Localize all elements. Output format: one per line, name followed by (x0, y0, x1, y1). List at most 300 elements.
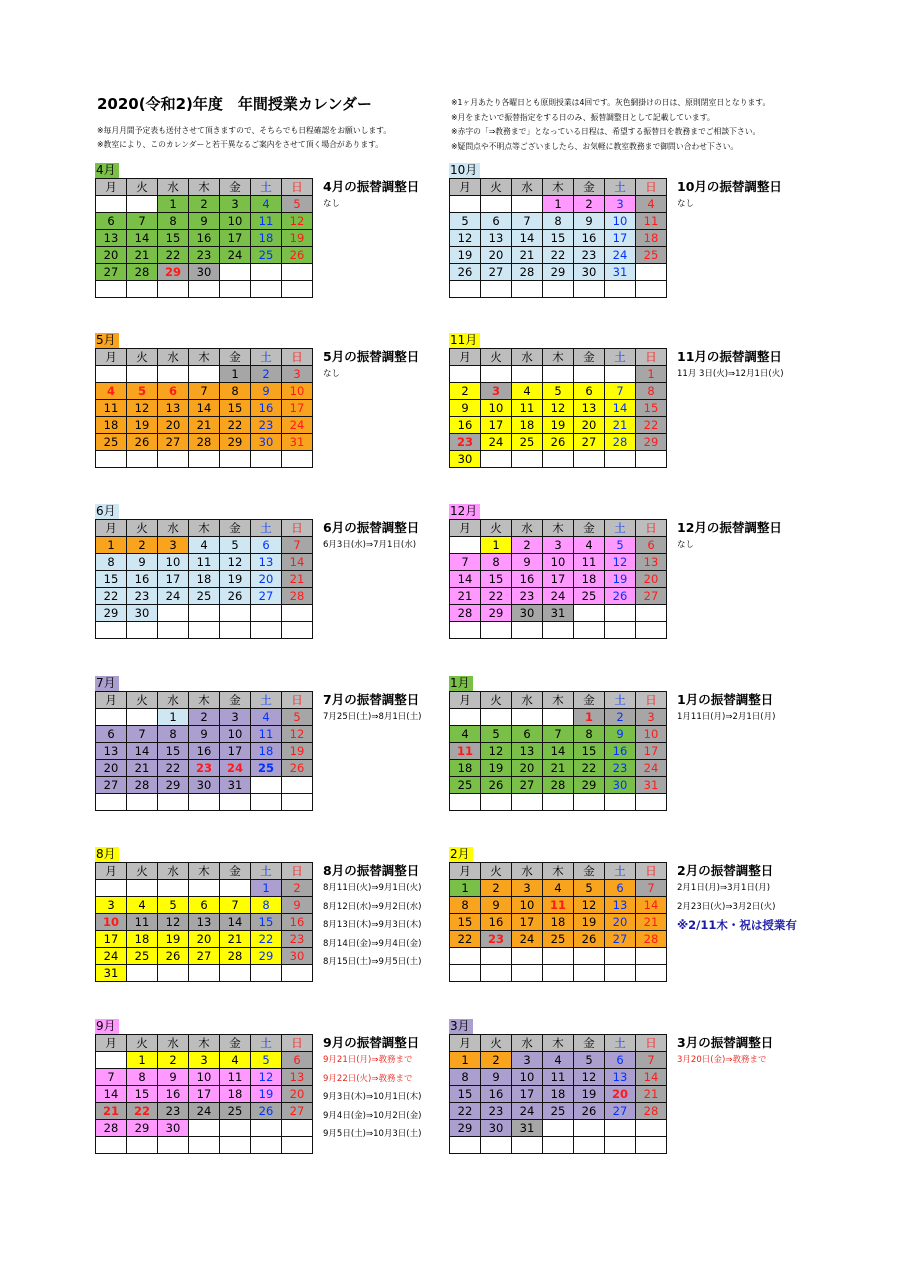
day-cell (450, 948, 481, 965)
day-cell (158, 880, 189, 897)
day-cell: 19 (574, 914, 605, 931)
day-cell: 27 (158, 434, 189, 451)
day-cell: 12 (282, 726, 313, 743)
weekday-header: 金 (220, 179, 251, 196)
day-cell (481, 281, 512, 298)
day-cell (543, 451, 574, 468)
day-cell (512, 451, 543, 468)
weekday-header: 水 (158, 1035, 189, 1052)
day-cell: 5 (450, 213, 481, 230)
month-block (449, 677, 906, 837)
weekday-header: 火 (127, 179, 158, 196)
day-cell: 18 (543, 914, 574, 931)
day-cell (574, 366, 605, 383)
day-cell: 30 (251, 434, 282, 451)
day-cell: 19 (574, 1086, 605, 1103)
day-cell: 8 (636, 383, 667, 400)
weekday-header: 日 (636, 1035, 667, 1052)
day-cell: 14 (636, 897, 667, 914)
day-cell (543, 709, 574, 726)
day-cell: 19 (282, 230, 313, 247)
day-cell (605, 281, 636, 298)
day-cell: 1 (158, 196, 189, 213)
weekday-header: 火 (127, 349, 158, 366)
day-cell: 12 (543, 400, 574, 417)
makeup-days-panel (677, 178, 906, 214)
day-cell: 2 (450, 383, 481, 400)
weekday-header: 水 (158, 520, 189, 537)
day-cell (636, 281, 667, 298)
day-cell: 30 (450, 451, 481, 468)
day-cell: 3 (481, 383, 512, 400)
day-cell: 24 (220, 247, 251, 264)
weekday-header: 水 (512, 179, 543, 196)
day-cell: 23 (481, 1103, 512, 1120)
week-row (450, 743, 667, 760)
day-cell: 23 (450, 434, 481, 451)
weekday-header: 月 (96, 692, 127, 709)
day-cell: 13 (481, 230, 512, 247)
weekday-header: 土 (605, 179, 636, 196)
day-cell: 15 (251, 914, 282, 931)
day-cell (158, 281, 189, 298)
weekday-header: 木 (189, 520, 220, 537)
week-row (450, 726, 667, 743)
day-cell: 4 (543, 880, 574, 897)
day-cell: 25 (543, 1103, 574, 1120)
weekday-header: 月 (96, 1035, 127, 1052)
day-cell: 14 (96, 1086, 127, 1103)
day-cell: 17 (158, 571, 189, 588)
week-row (450, 709, 667, 726)
day-cell: 21 (605, 417, 636, 434)
day-cell: 23 (512, 588, 543, 605)
makeup-note: 11月 3日(火)⇒12月1日(火) (677, 369, 784, 379)
day-cell: 9 (282, 897, 313, 914)
day-cell: 24 (543, 588, 574, 605)
makeup-note: なし (323, 369, 341, 379)
makeup-note: ※2/11木・祝は授業有 (677, 918, 797, 932)
day-cell: 6 (282, 1052, 313, 1069)
day-cell (636, 1120, 667, 1137)
day-cell (543, 1120, 574, 1137)
day-cell: 6 (158, 383, 189, 400)
day-cell: 14 (127, 230, 158, 247)
day-cell (282, 794, 313, 811)
weekday-header: 木 (189, 863, 220, 880)
weekday-header: 木 (189, 1035, 220, 1052)
day-cell: 18 (251, 230, 282, 247)
makeup-days-heading: 5月の振替調整日 (323, 349, 420, 364)
day-cell: 30 (512, 605, 543, 622)
weekday-header: 月 (96, 349, 127, 366)
day-cell: 19 (251, 1086, 282, 1103)
weekday-header: 土 (251, 179, 282, 196)
day-cell (574, 965, 605, 982)
day-cell: 4 (636, 196, 667, 213)
day-cell: 13 (158, 400, 189, 417)
makeup-days-heading: 12月の振替調整日 (677, 520, 782, 535)
day-cell: 11 (543, 1069, 574, 1086)
month-label: 12月 (449, 504, 480, 519)
day-cell: 21 (189, 417, 220, 434)
day-cell (574, 451, 605, 468)
month-grid (95, 348, 313, 468)
weekday-header: 金 (574, 349, 605, 366)
day-cell (189, 622, 220, 639)
week-row (96, 264, 313, 281)
weekday-header: 土 (605, 349, 636, 366)
day-cell: 17 (512, 1086, 543, 1103)
weekday-header-row (96, 349, 313, 366)
day-cell: 5 (127, 383, 158, 400)
day-cell: 29 (127, 1120, 158, 1137)
day-cell: 10 (636, 726, 667, 743)
day-cell: 4 (220, 1052, 251, 1069)
day-cell: 25 (127, 948, 158, 965)
day-cell (127, 794, 158, 811)
day-cell (512, 948, 543, 965)
day-cell: 11 (96, 400, 127, 417)
makeup-days-heading: 9月の振替調整日 (323, 1035, 420, 1050)
week-row (450, 537, 667, 554)
day-cell: 24 (605, 247, 636, 264)
day-cell (189, 605, 220, 622)
day-cell: 6 (481, 213, 512, 230)
weekday-header: 日 (636, 349, 667, 366)
day-cell (220, 451, 251, 468)
day-cell (450, 709, 481, 726)
day-cell: 25 (450, 777, 481, 794)
day-cell (636, 451, 667, 468)
week-row (96, 1052, 313, 1069)
day-cell: 29 (636, 434, 667, 451)
day-cell: 22 (636, 417, 667, 434)
day-cell: 23 (282, 931, 313, 948)
week-row (96, 451, 313, 468)
weekday-header: 金 (574, 692, 605, 709)
weekday-header: 水 (512, 520, 543, 537)
day-cell: 4 (251, 196, 282, 213)
week-row (96, 247, 313, 264)
day-cell: 16 (127, 571, 158, 588)
day-cell: 24 (189, 1103, 220, 1120)
weekday-header: 火 (481, 863, 512, 880)
day-cell (189, 794, 220, 811)
makeup-days-heading: 8月の振替調整日 (323, 863, 420, 878)
day-cell (481, 709, 512, 726)
week-row (450, 247, 667, 264)
week-row (450, 965, 667, 982)
weekday-header: 土 (605, 1035, 636, 1052)
day-cell (189, 366, 220, 383)
day-cell: 24 (282, 417, 313, 434)
weekday-header: 月 (450, 179, 481, 196)
day-cell (282, 605, 313, 622)
weekday-header: 金 (220, 692, 251, 709)
day-cell: 18 (96, 417, 127, 434)
week-row (96, 605, 313, 622)
day-cell: 7 (127, 726, 158, 743)
makeup-note: 9月4日(金)⇒10月2日(金) (323, 1110, 422, 1121)
day-cell: 26 (282, 760, 313, 777)
day-cell: 7 (605, 383, 636, 400)
day-cell: 13 (605, 897, 636, 914)
day-cell: 2 (574, 196, 605, 213)
day-cell: 29 (220, 434, 251, 451)
day-cell (220, 794, 251, 811)
weekday-header: 水 (158, 863, 189, 880)
day-cell: 22 (574, 760, 605, 777)
day-cell: 26 (251, 1103, 282, 1120)
day-cell: 15 (450, 914, 481, 931)
weekday-header: 火 (481, 692, 512, 709)
day-cell: 29 (96, 605, 127, 622)
day-cell: 22 (220, 417, 251, 434)
day-cell (282, 965, 313, 982)
makeup-note: 9月22日(火)⇒教務まで (323, 1073, 413, 1084)
day-cell: 6 (605, 1052, 636, 1069)
day-cell (450, 281, 481, 298)
month-grid (95, 178, 313, 298)
day-cell: 28 (605, 434, 636, 451)
day-cell (450, 537, 481, 554)
day-cell (512, 1137, 543, 1154)
weekday-header: 火 (481, 1035, 512, 1052)
day-cell (251, 605, 282, 622)
day-cell (158, 605, 189, 622)
day-cell (251, 777, 282, 794)
week-row (450, 417, 667, 434)
day-cell: 29 (158, 777, 189, 794)
day-cell: 5 (251, 1052, 282, 1069)
day-cell: 21 (282, 571, 313, 588)
makeup-days-heading: 7月の振替調整日 (323, 692, 420, 707)
day-cell: 3 (158, 537, 189, 554)
note-line: ※月をまたいで振替指定をする日のみ、振替調整日として記載しています。 (451, 112, 715, 122)
day-cell (282, 1120, 313, 1137)
day-cell: 12 (574, 897, 605, 914)
makeup-note: 2月1日(月)⇒3月1日(月) (677, 883, 771, 893)
week-row (450, 760, 667, 777)
week-row (450, 777, 667, 794)
day-cell (543, 281, 574, 298)
day-cell: 11 (543, 897, 574, 914)
day-cell: 18 (127, 931, 158, 948)
month-grid (449, 862, 667, 982)
weekday-header: 月 (96, 179, 127, 196)
day-cell: 30 (158, 1120, 189, 1137)
day-cell: 19 (481, 760, 512, 777)
day-cell: 18 (220, 1086, 251, 1103)
day-cell: 14 (450, 571, 481, 588)
week-row (450, 1069, 667, 1086)
day-cell: 3 (512, 880, 543, 897)
day-cell: 9 (127, 554, 158, 571)
week-row (96, 880, 313, 897)
day-cell: 28 (512, 264, 543, 281)
day-cell: 4 (127, 897, 158, 914)
day-cell (189, 1137, 220, 1154)
week-row (96, 743, 313, 760)
day-cell (512, 196, 543, 213)
day-cell (450, 794, 481, 811)
day-cell: 23 (251, 417, 282, 434)
day-cell: 23 (605, 760, 636, 777)
weekday-header: 木 (189, 179, 220, 196)
day-cell: 1 (481, 537, 512, 554)
day-cell: 4 (512, 383, 543, 400)
month-label: 4月 (95, 163, 119, 178)
day-cell: 26 (543, 434, 574, 451)
makeup-note: 8月11日(火)⇒9月1日(火) (323, 883, 422, 893)
week-row (96, 948, 313, 965)
day-cell: 30 (605, 777, 636, 794)
week-row (450, 1120, 667, 1137)
day-cell: 22 (543, 247, 574, 264)
day-cell: 31 (512, 1120, 543, 1137)
day-cell: 8 (251, 897, 282, 914)
day-cell: 12 (158, 914, 189, 931)
day-cell: 6 (96, 726, 127, 743)
day-cell (512, 366, 543, 383)
day-cell (636, 264, 667, 281)
day-cell: 11 (512, 400, 543, 417)
day-cell: 30 (127, 605, 158, 622)
day-cell: 16 (450, 417, 481, 434)
month-label: 11月 (449, 333, 480, 348)
day-cell: 15 (574, 743, 605, 760)
day-cell: 5 (158, 897, 189, 914)
weekday-header: 月 (96, 520, 127, 537)
day-cell: 2 (251, 366, 282, 383)
weekday-header: 木 (543, 349, 574, 366)
weekday-header: 日 (282, 692, 313, 709)
week-row (96, 537, 313, 554)
day-cell (251, 1120, 282, 1137)
day-cell: 8 (543, 213, 574, 230)
day-cell: 16 (605, 743, 636, 760)
day-cell (512, 622, 543, 639)
day-cell: 8 (127, 1069, 158, 1086)
day-cell (220, 965, 251, 982)
day-cell: 22 (450, 931, 481, 948)
day-cell: 26 (605, 588, 636, 605)
week-row (450, 1137, 667, 1154)
day-cell: 18 (543, 1086, 574, 1103)
weekday-header-row (450, 863, 667, 880)
day-cell: 4 (189, 537, 220, 554)
notes-left (97, 124, 391, 152)
day-cell (481, 948, 512, 965)
weekday-header: 火 (127, 520, 158, 537)
day-cell: 5 (574, 880, 605, 897)
day-cell: 19 (282, 743, 313, 760)
day-cell (605, 605, 636, 622)
weekday-header: 金 (574, 863, 605, 880)
day-cell: 16 (574, 230, 605, 247)
makeup-days-heading: 3月の振替調整日 (677, 1035, 774, 1050)
day-cell: 2 (605, 709, 636, 726)
day-cell: 3 (543, 537, 574, 554)
day-cell: 28 (189, 434, 220, 451)
day-cell: 20 (189, 931, 220, 948)
day-cell (636, 794, 667, 811)
day-cell: 6 (605, 880, 636, 897)
day-cell: 31 (605, 264, 636, 281)
day-cell: 12 (251, 1069, 282, 1086)
day-cell: 14 (127, 743, 158, 760)
day-cell: 10 (605, 213, 636, 230)
week-row (450, 400, 667, 417)
day-cell (282, 264, 313, 281)
day-cell: 23 (127, 588, 158, 605)
day-cell: 27 (282, 1103, 313, 1120)
day-cell: 14 (189, 400, 220, 417)
day-cell (127, 965, 158, 982)
day-cell: 17 (220, 743, 251, 760)
month-label: 9月 (95, 1019, 119, 1034)
day-cell: 30 (189, 777, 220, 794)
weekday-header: 水 (158, 692, 189, 709)
day-cell (189, 880, 220, 897)
day-cell: 23 (189, 247, 220, 264)
day-cell: 5 (543, 383, 574, 400)
day-cell: 28 (220, 948, 251, 965)
weekday-header: 火 (127, 692, 158, 709)
weekday-header: 水 (158, 349, 189, 366)
day-cell (512, 965, 543, 982)
weekday-header: 月 (450, 1035, 481, 1052)
day-cell: 12 (282, 213, 313, 230)
weekday-header: 金 (220, 863, 251, 880)
day-cell (481, 451, 512, 468)
weekday-header: 日 (282, 179, 313, 196)
weekday-header-row (450, 520, 667, 537)
week-row (450, 622, 667, 639)
day-cell: 27 (481, 264, 512, 281)
day-cell: 9 (605, 726, 636, 743)
day-cell: 3 (512, 1052, 543, 1069)
makeup-note: 9月5日(土)⇒10月3日(土) (323, 1129, 422, 1139)
day-cell (189, 281, 220, 298)
week-row (450, 366, 667, 383)
day-cell: 19 (450, 247, 481, 264)
weekday-header: 火 (481, 179, 512, 196)
day-cell: 18 (251, 743, 282, 760)
day-cell: 24 (636, 760, 667, 777)
day-cell: 21 (512, 247, 543, 264)
day-cell (481, 196, 512, 213)
weekday-header: 月 (96, 863, 127, 880)
day-cell: 3 (220, 196, 251, 213)
day-cell: 13 (574, 400, 605, 417)
day-cell (605, 451, 636, 468)
weekday-header-row (96, 863, 313, 880)
day-cell: 7 (636, 1052, 667, 1069)
day-cell: 17 (220, 230, 251, 247)
weekday-header: 金 (220, 520, 251, 537)
day-cell: 29 (450, 1120, 481, 1137)
day-cell: 11 (220, 1069, 251, 1086)
day-cell: 28 (636, 1103, 667, 1120)
day-cell: 15 (481, 571, 512, 588)
day-cell: 25 (636, 247, 667, 264)
day-cell: 17 (481, 417, 512, 434)
month-label: 2月 (449, 847, 473, 862)
day-cell: 22 (450, 1103, 481, 1120)
day-cell (220, 1120, 251, 1137)
